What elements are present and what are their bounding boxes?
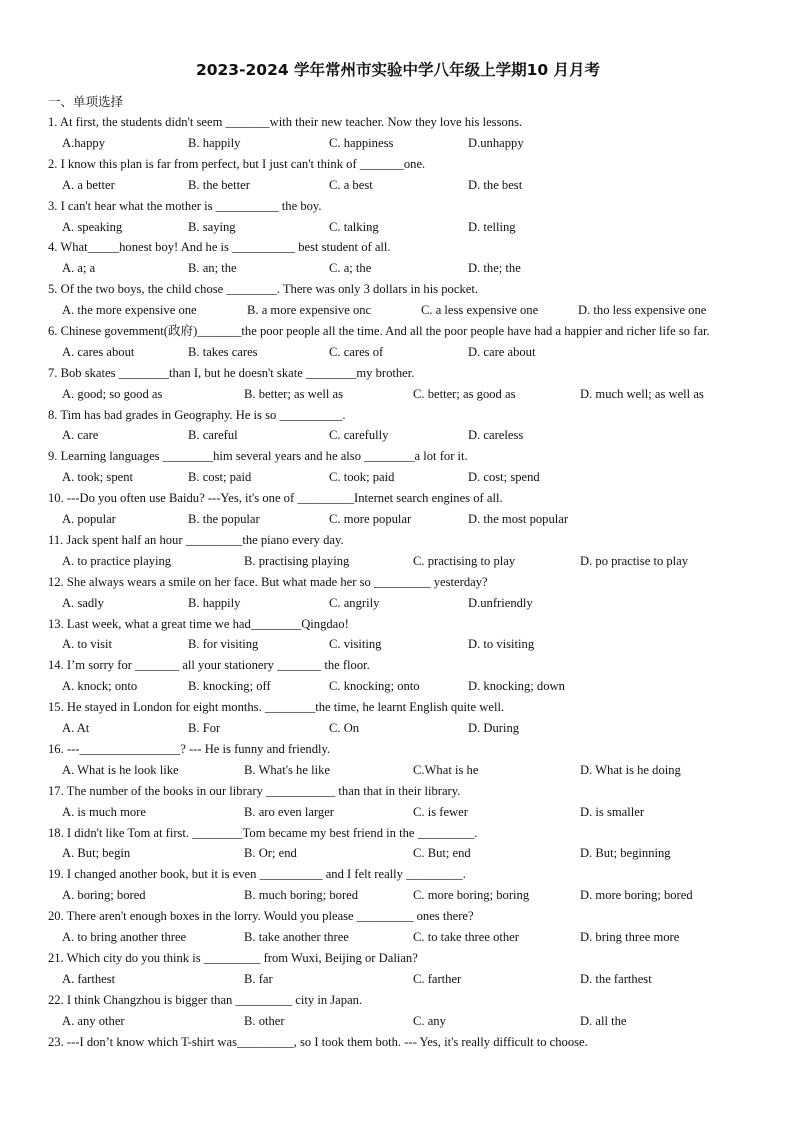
question-stem: 4. What_____honest boy! And he is __________ best student of all. xyxy=(48,240,391,255)
question-item xyxy=(48,237,748,279)
answer-option: C. talking xyxy=(329,219,379,234)
option-row xyxy=(48,217,748,238)
option-row xyxy=(48,927,748,948)
question-stem: 1. At first, the students didn't seem _______with their new teacher. Now they love his lessons. xyxy=(48,115,523,129)
answer-option: A. the more expensive one xyxy=(62,303,197,318)
answer-option: D. po practise to play xyxy=(580,553,689,568)
answer-option: B. practising playing xyxy=(244,553,350,568)
question-stem: 3. I can't hear what the mother is __________ the boy. xyxy=(48,198,322,213)
question-item xyxy=(48,655,748,697)
option-row xyxy=(48,593,748,614)
answer-option: D. much well; as well as xyxy=(580,386,704,401)
question-item xyxy=(48,948,748,990)
answer-option: C. angrily xyxy=(329,595,380,610)
answer-option: C. any xyxy=(413,1013,446,1028)
option-row xyxy=(48,843,748,864)
answer-option: A. took; spent xyxy=(62,470,134,485)
question-stem: 17. The number of the books in our library ___________ than that in their library. xyxy=(48,783,461,798)
question-stem: 14. I’m sorry for _______ all your stationery _______ the floor. xyxy=(48,658,370,673)
question-list xyxy=(48,112,748,1052)
answer-option: A. popular xyxy=(62,512,116,527)
answer-option: A. any other xyxy=(62,1013,125,1028)
answer-option: C. a less expensive one xyxy=(421,303,539,318)
question-item xyxy=(48,990,748,1032)
answer-option: A. a better xyxy=(62,177,115,192)
option-row xyxy=(48,425,748,446)
answer-option: D.unhappy xyxy=(468,135,524,150)
answer-option: A. knock; onto xyxy=(62,679,138,694)
answer-option: D. But; beginning xyxy=(580,846,671,861)
question-item xyxy=(48,488,748,530)
answer-option: C. farther xyxy=(413,971,462,986)
section-heading: 一、单项选择 xyxy=(48,94,124,109)
answer-option: C. took; paid xyxy=(329,470,395,485)
question-item xyxy=(48,363,748,405)
answer-option: A. care xyxy=(62,428,99,443)
option-row xyxy=(48,718,748,739)
page-title: 2023-2024 学年常州市实验中学八年级上学期10 月月考 xyxy=(195,61,601,79)
answer-option: C. a; the xyxy=(329,261,372,276)
answer-option: B. the popular xyxy=(188,512,260,527)
question-item xyxy=(48,614,748,656)
question-item xyxy=(48,697,748,739)
answer-option: A. speaking xyxy=(62,219,123,234)
question-stem: 23. ---I don’t know which T-shirt was_________, so I took them both. --- Yes, it's really difficult to choose. xyxy=(48,1034,588,1049)
answer-option: C.What is he xyxy=(413,762,479,777)
answer-option: B. saying xyxy=(188,219,236,234)
answer-option: C. practising to play xyxy=(413,553,516,568)
answer-option: B. What's he like xyxy=(244,762,330,777)
answer-option: B. a more expensive onc xyxy=(247,303,372,318)
option-row xyxy=(48,300,748,321)
question-stem: 15. He stayed in London for eight months. ________the time, he learnt English quite well. xyxy=(48,700,505,715)
answer-option: A. But; begin xyxy=(62,846,131,861)
answer-option: A. good; so good as xyxy=(62,386,163,401)
option-row xyxy=(48,384,748,405)
answer-option: A. cares about xyxy=(62,344,135,359)
answer-option: D. is smaller xyxy=(580,804,645,819)
answer-option: A. What is he look like xyxy=(62,762,179,777)
option-row xyxy=(48,802,748,823)
answer-option: A. a; a xyxy=(62,261,96,276)
question-stem: 20. There aren't enough boxes in the lorry. Would you please _________ ones there? xyxy=(48,909,474,924)
question-stem: 8. Tim has bad grades in Geography. He is so __________. xyxy=(48,407,346,422)
question-stem: 12. She always wears a smile on her face. But what made her so _________ yesterday? xyxy=(48,574,488,589)
answer-option: D. knocking; down xyxy=(468,679,565,694)
answer-option: B. knocking; off xyxy=(188,679,271,694)
answer-option: A. to visit xyxy=(62,637,113,652)
answer-option: D. to visiting xyxy=(468,637,535,652)
answer-option: D. the; the xyxy=(468,261,521,276)
question-stem: 5. Of the two boys, the child chose ________. There was only 3 dollars in his pocket. xyxy=(48,282,478,297)
answer-option: A. boring; bored xyxy=(62,888,146,903)
answer-option: A. to bring another three xyxy=(62,930,187,945)
question-stem: 11. Jack spent half an hour _________the piano every day. xyxy=(48,532,344,547)
question-stem: 16. ---________________? --- He is funny and friendly. xyxy=(48,741,331,756)
answer-option: D. During xyxy=(468,721,520,736)
answer-option: D. bring three more xyxy=(580,930,680,945)
question-item xyxy=(48,530,748,572)
answer-option: D. the most popular xyxy=(468,512,569,527)
answer-option: D. care about xyxy=(468,344,536,359)
option-row xyxy=(48,258,748,279)
option-row xyxy=(48,760,748,781)
answer-option: C. more popular xyxy=(329,512,412,527)
answer-option: C. carefully xyxy=(329,428,389,443)
answer-option: C. more boring; boring xyxy=(413,888,530,903)
question-item xyxy=(48,781,748,823)
answer-option: B. the better xyxy=(188,177,250,192)
question-stem: 6. Chinese govemment(政府)_______the poor people all the time. And all the poor people have had a happier and richer life so far. xyxy=(48,323,710,338)
option-row xyxy=(48,175,748,196)
answer-option: D.unfriendly xyxy=(468,595,533,610)
answer-option: B. happily xyxy=(188,595,241,610)
answer-option: C. is fewer xyxy=(413,804,468,819)
answer-option: B. far xyxy=(244,971,273,986)
answer-option: B. better; as well as xyxy=(244,386,343,401)
question-stem: 9. Learning languages ________him several years and he also ________a lot for it. xyxy=(48,449,468,464)
option-row xyxy=(48,885,748,906)
answer-option: D. telling xyxy=(468,219,516,234)
answer-option: B. for visiting xyxy=(188,637,259,652)
answer-option: D. cost; spend xyxy=(468,470,540,485)
answer-option: D. What is he doing xyxy=(580,762,681,777)
question-item xyxy=(48,405,748,447)
answer-option: A. is much more xyxy=(62,804,146,819)
question-item xyxy=(48,864,748,906)
answer-option: A. At xyxy=(62,721,90,736)
question-item xyxy=(48,154,748,196)
answer-option: D. the best xyxy=(468,177,523,192)
answer-option: D. all the xyxy=(580,1013,627,1028)
answer-option: B. Or; end xyxy=(244,846,297,861)
option-row xyxy=(48,133,748,154)
question-stem: 19. I changed another book, but it is even __________ and I felt really _________. xyxy=(48,867,466,882)
answer-option: B. an; the xyxy=(188,261,237,276)
question-stem: 21. Which city do you think is _________ from Wuxi, Beijing or Dalian? xyxy=(48,950,418,965)
answer-option: D. more boring; bored xyxy=(580,888,693,903)
question-item xyxy=(48,572,748,614)
answer-option: B. takes cares xyxy=(188,344,258,359)
question-item xyxy=(48,446,748,488)
option-row xyxy=(48,467,748,488)
option-row xyxy=(48,676,748,697)
answer-option: D. the farthest xyxy=(580,971,652,986)
answer-option: B. careful xyxy=(188,428,238,443)
answer-option: B. take another three xyxy=(244,930,349,945)
question-stem: 7. Bob skates ________than I, but he doesn't skate ________my brother. xyxy=(48,365,415,380)
answer-option: A.happy xyxy=(62,135,106,150)
question-stem: 22. I think Changzhou is bigger than _________ city in Japan. xyxy=(48,992,363,1007)
question-item xyxy=(48,906,748,948)
question-stem: 18. I didn't like Tom at first. ________Tom became my best friend in the _________. xyxy=(48,825,478,840)
answer-option: C. a best xyxy=(329,177,373,192)
answer-option: A. farthest xyxy=(62,971,116,986)
question-stem: 10. ---Do you often use Baidu? ---Yes, it's one of _________Internet search engines of all. xyxy=(48,491,503,506)
answer-option: B. much boring; bored xyxy=(244,888,359,903)
answer-option: B. For xyxy=(188,721,221,736)
option-row xyxy=(48,1011,748,1032)
option-row xyxy=(48,551,748,572)
answer-option: C. cares of xyxy=(329,344,384,359)
answer-option: B. happily xyxy=(188,135,241,150)
answer-option: C. better; as good as xyxy=(413,386,516,401)
answer-option: D. tho less expensive one xyxy=(578,303,707,318)
answer-option: A. to practice playing xyxy=(62,553,172,568)
answer-option: B. cost; paid xyxy=(188,470,252,485)
question-item xyxy=(48,1032,748,1053)
question-item xyxy=(48,279,748,321)
question-item xyxy=(48,739,748,781)
question-item xyxy=(48,321,748,363)
answer-option: D. careless xyxy=(468,428,524,443)
option-row xyxy=(48,969,748,990)
answer-option: C. On xyxy=(329,721,360,736)
answer-option: C. knocking; onto xyxy=(329,679,420,694)
answer-option: C. visiting xyxy=(329,637,382,652)
answer-option: C. to take three other xyxy=(413,930,519,945)
option-row xyxy=(48,342,748,363)
answer-option: B. aro even larger xyxy=(244,804,334,819)
question-item xyxy=(48,196,748,238)
answer-option: C. But; end xyxy=(413,846,471,861)
question-stem: 2. I know this plan is far from perfect, but I just can't think of _______one. xyxy=(48,156,426,171)
option-row xyxy=(48,509,748,530)
answer-option: A. sadly xyxy=(62,595,104,610)
option-row xyxy=(48,634,748,655)
answer-option: C. happiness xyxy=(329,135,394,150)
answer-option: B. other xyxy=(244,1013,285,1028)
question-item xyxy=(48,823,748,865)
question-item xyxy=(48,112,748,154)
question-stem: 13. Last week, what a great time we had________Qingdao! xyxy=(48,616,349,631)
